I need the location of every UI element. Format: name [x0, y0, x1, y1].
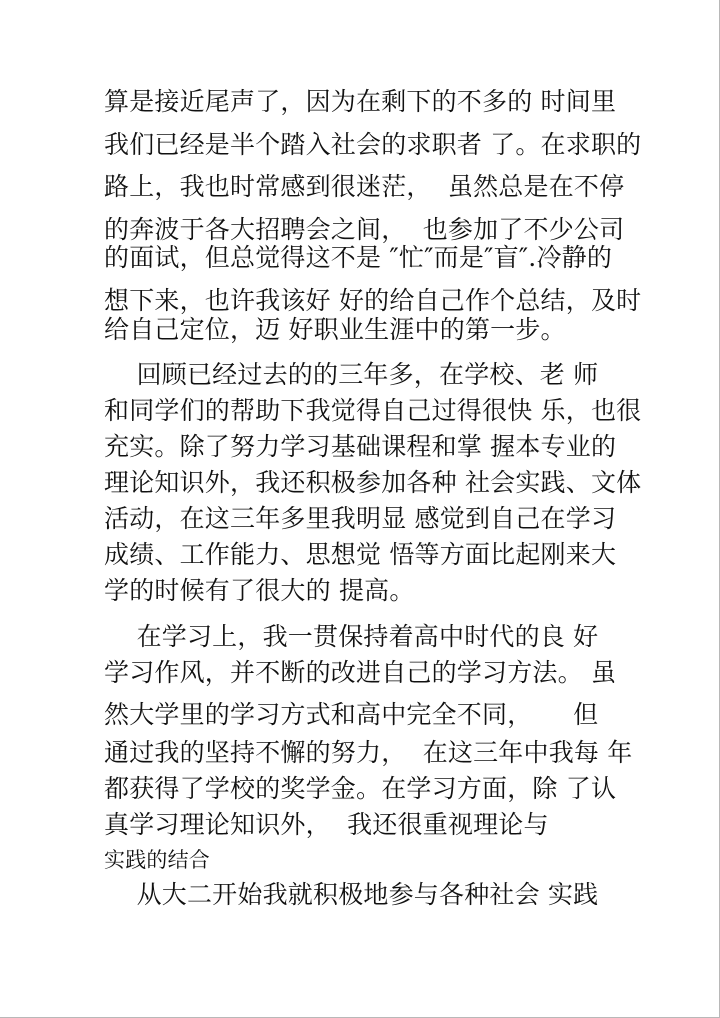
text-line-10: 充实。除了努力学习基础课程和掌 握本专业的 — [104, 432, 617, 461]
text-line-16: 学习作风，并不断的改进自己的学习方法。 虽 — [104, 658, 617, 687]
text-line-1: 算是接近尾声了，因为在剩下的不多的 时间里 — [104, 87, 617, 116]
text-line-11: 理论知识外，我还积极参加各种 社会实践、文体 — [104, 468, 642, 497]
text-line-2: 我们已经是半个踏入社会的求职者 了。在求职的 — [104, 130, 642, 159]
text-line-3: 路上，我也时常感到很迷茫， 虽然总是在不停 — [104, 172, 625, 201]
text-line-8: 回顾已经过去的的三年多，在学校、老 师 — [104, 360, 599, 389]
text-line-5: 的面试，但总觉得这不是 ″忙″而是″盲″.冷静的 — [104, 243, 613, 272]
text-line-4: 的奔波于各大招聘会之间， 也参加了不少公司 — [104, 215, 625, 244]
text-line-14: 学的时候有了很大的 提高。 — [104, 576, 415, 605]
text-line-19: 都获得了学校的奖学金。在学习方面，除 了认 — [104, 774, 617, 803]
text-line-9: 和同学们的帮助下我觉得自己过得很快 乐，也很 — [104, 396, 642, 425]
text-line-17: 然大学里的学习方式和高中完全不同， 但 — [104, 700, 599, 729]
text-line-21: 实践的结合 — [104, 848, 210, 872]
text-line-20: 真学习理论知识外， 我还很重视理论与 — [104, 810, 549, 839]
text-line-6: 想下来，也许我该好 好的给自己作个总结，及时 — [104, 286, 642, 315]
text-line-15: 在学习上，我一贯保持着高中时代的良 好 — [104, 622, 599, 651]
text-line-18: 通过我的坚持不懈的努力， 在这三年中我每 年 — [104, 738, 633, 767]
text-line-22: 从大二开始我就积极地参与各种社会 实践 — [104, 880, 599, 909]
text-line-12: 活动，在这三年多里我明显 感觉到自己在学习 — [104, 504, 617, 533]
text-line-7: 给自己定位，迈 好职业生涯中的第一步。 — [104, 315, 566, 344]
text-line-13: 成绩、工作能力、思想觉 悟等方面比起刚来大 — [104, 540, 617, 569]
